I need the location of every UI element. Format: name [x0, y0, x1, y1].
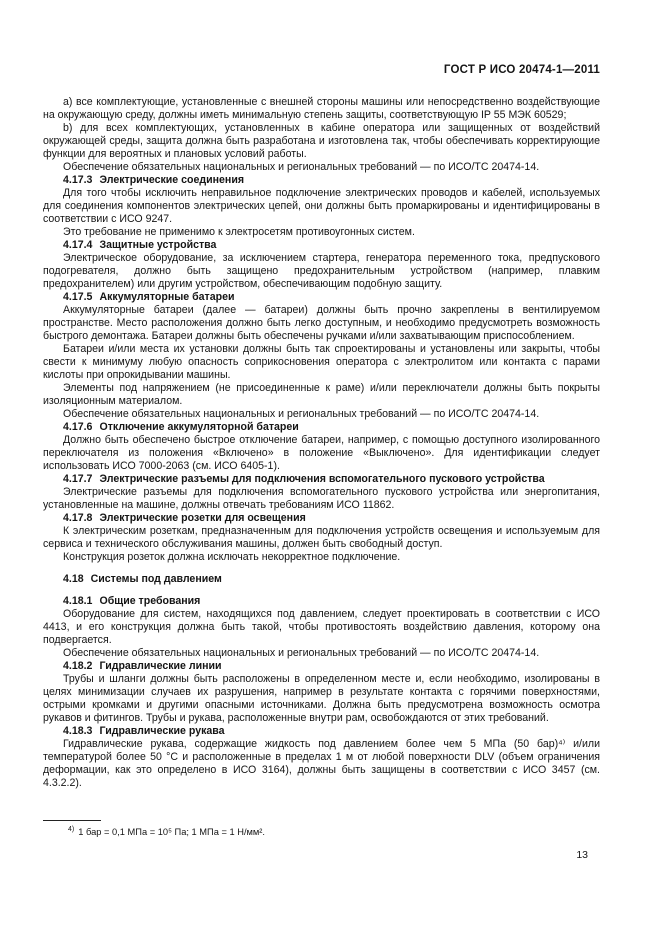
section-number: 4.18.2 [63, 660, 93, 672]
body-paragraph: Элементы под напряжением (не присоединенные к раме) и/или переключатели должны быть покрыты изоляционным материалом. [43, 382, 600, 407]
section-number: 4.18 [63, 573, 84, 585]
footnote-area [43, 820, 600, 838]
body-paragraph: Для того чтобы исключить неправильное подключение электрических проводов и кабелей, используемых для соединения компонентов электрических цепей, они должны быть промаркированы и идентифицированы в соответствии с ИСО 9247. [43, 187, 600, 225]
section-title: Электрические соединения [99, 174, 245, 186]
section-heading [43, 239, 600, 252]
section-number: 4.17.6 [63, 421, 93, 433]
section-heading [43, 421, 600, 434]
body-paragraph: Обеспечение обязательных национальных и региональных требований — по ИСО/ТС 20474-14. [63, 161, 540, 173]
body-paragraph: Обеспечение обязательных национальных и региональных требований — по ИСО/ТС 20474-14. [63, 408, 540, 420]
body-paragraph: Обеспечение обязательных национальных и региональных требований — по ИСО/ТС 20474-14. [63, 647, 540, 659]
section-title: Системы под давлением [90, 573, 222, 585]
section-title: Общие требования [99, 595, 201, 607]
footnote-separator-rule [43, 820, 101, 821]
document-content [43, 96, 600, 790]
footnote-marker: 4) [68, 825, 75, 833]
list-item-paragraph: b) для всех комплектующих, установленных в кабине оператора или защищенных от воздействий окружающей среды, защита должна быть разработана и изготовлена так, чтобы обеспечивать корректирующие функции для вероятных и плановых условий работы. [43, 122, 600, 160]
body-paragraph: Электрические разъемы для подключения вспомогательного пускового устройства или энергопитания, установленные на машине, должны отвечать требованиям ИСО 11862. [43, 486, 600, 511]
section-number: 4.18.1 [63, 595, 93, 607]
section-title: Гидравлические линии [99, 660, 222, 672]
body-paragraph: Аккумуляторные батареи (далее — батареи) должны быть прочно закреплены в вентилируемом пространстве. Место расположения должно быть легко доступным, и необходимо предусмотреть возможность быстрого демонтажа. Батареи должны быть обеспечены ручками и/или захватывающим приспособлением. [43, 304, 600, 342]
section-title: Отключение аккумуляторной батареи [99, 421, 299, 433]
list-item-paragraph: a) все комплектующие, установленные с внешней стороны машины или непосредственно воздействующие на окружающую среду, должны иметь минимальную степень защиты, соответствующую IP 55 МЭК 60529; [43, 96, 600, 121]
section-number: 4.17.3 [63, 174, 93, 186]
section-heading [43, 573, 600, 586]
body-paragraph: Конструкция розеток должна исключать некорректное подключение. [63, 551, 401, 563]
section-title: Электрические разъемы для подключения вспомогательного пускового устройства [99, 473, 545, 485]
section-heading [43, 725, 600, 738]
section-number: 4.17.5 [63, 291, 93, 303]
page-number: 13 [576, 849, 588, 861]
section-title: Гидравлические рукава [99, 725, 225, 737]
section-heading [43, 473, 600, 486]
body-paragraph: Должно быть обеспечено быстрое отключение батареи, например, с помощью доступного изолированного переключателя из положения «Включено» в положение «Выключено». Для идентификации следует использовать ИСО 7000-2063 (см. ИСО 6405-1). [43, 434, 600, 472]
section-number: 4.17.8 [63, 512, 93, 524]
section-number: 4.17.7 [63, 473, 93, 485]
body-paragraph: Батареи и/или места их установки должны быть так спроектированы и установлены или закрыты, чтобы свести к минимуму любую опасность соприкосновения оператора с электролитом или контакта с парами кислоты при опрокидывании машины. [43, 343, 600, 381]
section-title: Аккумуляторные батареи [99, 291, 235, 303]
body-paragraph: Это требование не применимо к электросетям противоугонных систем. [63, 226, 415, 238]
section-heading [43, 660, 600, 673]
section-number: 4.17.4 [63, 239, 93, 251]
section-title: Электрические розетки для освещения [99, 512, 306, 524]
body-paragraph: Трубы и шланги должны быть расположены в определенном месте и, если необходимо, изолированы в целях минимизации случаев их разрушения, например в результате контакта с горячими поверхностями, острыми кромками и другими опасными источниками. Должна быть предусмотрена возможность осмотра рукавов и фитингов. Трубы и рукава, расположенные внутри рам, освобождаются от этих требований. [43, 673, 600, 724]
section-number: 4.18.3 [63, 725, 93, 737]
section-heading [43, 291, 600, 304]
footnote-text: 1 бар = 0,1 МПа = 10⁵ Па; 1 МПа = 1 Н/мм². [78, 827, 265, 837]
body-paragraph: Оборудование для систем, находящихся под давлением, следует проектировать в соответствии с ИСО 4413, и его конструкция должна быть такой, чтобы противостоять воздействию давления, которому она подвергается. [43, 608, 600, 646]
body-paragraph: Электрическое оборудование, за исключением стартера, генератора переменного тока, предпускового подогревателя, должно быть защищено предохранительным устройством (например, плавким предохранителем) или другим устройством, обеспечивающим подобную защиту. [43, 252, 600, 290]
section-heading [43, 174, 600, 187]
running-header-title: ГОСТ Р ИСО 20474-1—2011 [443, 64, 600, 76]
section-heading [43, 512, 600, 525]
section-title: Защитные устройства [99, 239, 217, 251]
body-paragraph: К электрическим розеткам, предназначенным для подключения устройств освещения и используемым для сервиса и технического обслуживания машины, должен быть свободный доступ. [43, 525, 600, 550]
section-heading [43, 595, 600, 608]
body-paragraph: Гидравлические рукава, содержащие жидкость под давлением более чем 5 МПа (50 бар)⁴⁾ и/или температурой более 50 °С и расположенные в пределах 1 м от любой поверхности DLV (объем ограничения деформации, как это определено в ИСО 3164), должны быть защищены в соответствии с ИСО 3457 (см. 4.3.2.2). [43, 738, 600, 789]
footnote-text-line [43, 826, 600, 838]
